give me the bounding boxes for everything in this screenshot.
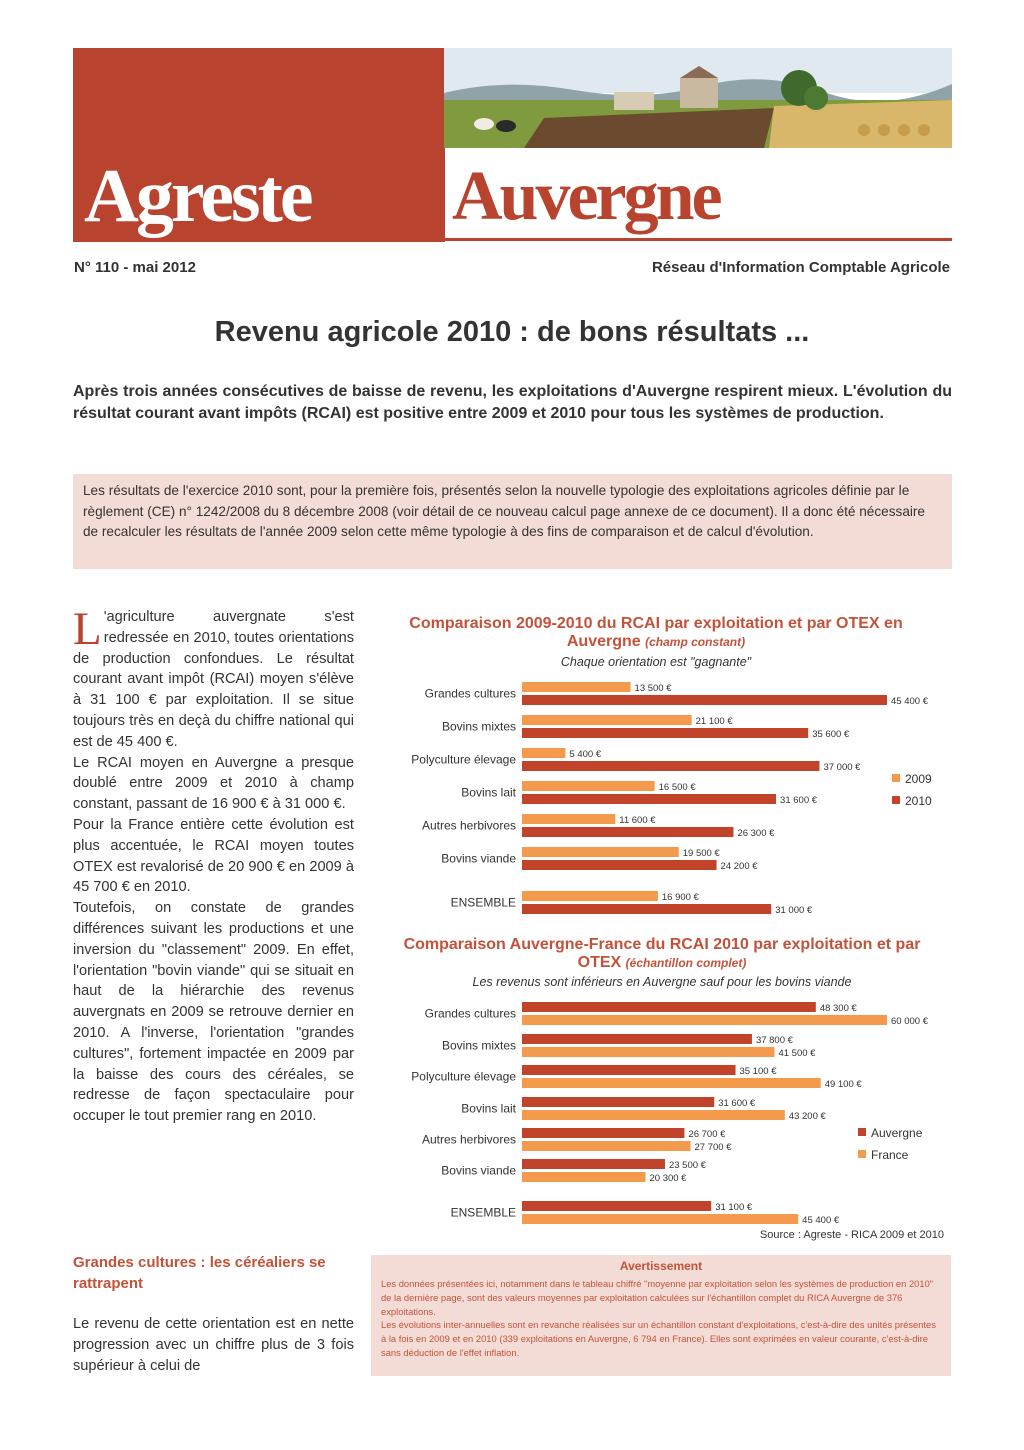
bar-france [522, 1015, 887, 1025]
logo-agreste: Agreste [84, 154, 311, 238]
bar-auvergne [522, 1128, 684, 1138]
bar-2009 [522, 891, 658, 901]
legend-label: Auvergne [871, 1126, 923, 1140]
category-label: Bovins mixtes [441, 719, 516, 734]
body-column [73, 603, 354, 1127]
legend-swatch [858, 1150, 866, 1158]
data-label: 20 300 € [649, 1173, 687, 1184]
data-label: 16 900 € [661, 892, 699, 903]
data-label: 45 400 € [891, 696, 928, 707]
category-label: Bovins mixtes [441, 1038, 516, 1053]
category-label: Grandes cultures [424, 686, 516, 701]
data-label: 31 000 € [775, 905, 813, 916]
legend-swatch [892, 774, 900, 782]
data-label: 37 800 € [755, 1035, 793, 1046]
data-label: 49 100 € [824, 1079, 862, 1090]
data-label: 13 500 € [634, 683, 672, 694]
bar-2009 [522, 715, 692, 725]
category-label: Autres herbivores [421, 1132, 516, 1147]
data-label: 35 100 € [739, 1066, 777, 1077]
data-label: 5 400 € [569, 749, 602, 760]
data-label: 45 400 € [802, 1215, 840, 1224]
bar-2010 [522, 904, 771, 914]
warning-paragraph-1: Les données présentées ici, notamment dans le tableau chiffré "moyenne par exploitation selon les systèmes de production en 2010" de la dernière page, sont des valeurs moyennes par exploitation calculées sur l'échantillon complet du RICA Auvergne de 376 exploitations. [381, 1278, 934, 1317]
bar-auvergne [522, 1002, 816, 1012]
data-label: 26 700 € [688, 1129, 726, 1140]
logo-auvergne: Auvergne [452, 158, 720, 235]
chart-source: Source : Agreste - RICA 2009 et 2010 [759, 1229, 944, 1241]
bar-2009 [522, 847, 679, 857]
bar-auvergne [522, 1201, 711, 1211]
category-label: Polyculture élevage [411, 752, 516, 767]
issue-number: N° 110 - mai 2012 [74, 259, 196, 276]
data-label: 35 600 € [812, 729, 850, 740]
bar-france [522, 1110, 785, 1120]
chart2-title: Comparaison Auvergne-France du RCAI 2010 par exploitation et par OTEX (échantillon complet) [403, 936, 921, 971]
legend-swatch [892, 796, 900, 804]
body-paragraph-5: Le revenu de cette orientation est en nette progression avec un chiffre plus de 3 fois supérieur à celui de [73, 1316, 354, 1374]
body-paragraph-4: Toutefois, on constate de grandes différences suivant les productions et une inversion du "classement" 2009. En effet, l'orientation "bovin viande" qui se situait en haut de la hiérarchie des revenus auvergnats en 2009 se retrouve dernier en 2010. A l'inverse, l'orientation "grandes cultures", fortement impactée en 2009 par la baisse des cours des céréales, se redresse de façon spectaculaire pour occuper le tout premier rang en 2010. [73, 900, 354, 1125]
category-label: Grandes cultures [424, 1006, 516, 1021]
bar-2010 [522, 794, 776, 804]
bar-2010 [522, 761, 819, 771]
data-label: 26 300 € [737, 828, 775, 839]
chart1-svg [380, 672, 960, 922]
data-label: 27 700 € [694, 1142, 732, 1153]
bar-france [522, 1141, 691, 1151]
bar-france [522, 1047, 774, 1057]
category-label: Bovins lait [461, 785, 516, 800]
data-label: 41 500 € [778, 1048, 816, 1059]
bar-2010 [522, 827, 733, 837]
body-paragraph-3: Pour la France entière cette évolution est plus accentuée, le RCAI moyen toutes OTEX est revalorisé de 20 900 € en 2009 à 45 700 € en 2010. [73, 816, 354, 896]
bar-auvergne [522, 1034, 752, 1044]
chart1-subtitle: Chaque orientation est "gagnante" [560, 655, 752, 669]
warning-body [381, 1277, 941, 1360]
data-label: 11 600 € [619, 815, 656, 826]
chart2-svg [380, 994, 960, 1224]
data-label: 48 300 € [819, 1003, 857, 1014]
data-label: 31 600 € [780, 795, 818, 806]
legend-label: 2010 [905, 794, 932, 808]
legend-swatch [858, 1128, 866, 1136]
category-label: Autres herbivores [421, 818, 516, 833]
bar-2010 [522, 695, 887, 705]
legend-label: 2009 [905, 772, 932, 786]
data-label: 31 100 € [715, 1202, 753, 1213]
page-title: Revenu agricole 2010 : de bons résultats ... [214, 316, 810, 348]
category-label: ENSEMBLE [450, 1205, 516, 1220]
bar-2009 [522, 814, 615, 824]
category-label: Polyculture élevage [411, 1069, 516, 1084]
bar-2009 [522, 781, 655, 791]
body-paragraph-2: Le RCAI moyen en Auvergne a presque doublé entre 2009 et 2010 à champ constant, passant de 16 900 € à 31 000 €. [73, 754, 354, 813]
category-label: Bovins lait [461, 1101, 516, 1116]
data-label: 24 200 € [720, 861, 758, 872]
warning-title: Avertissement [619, 1259, 703, 1273]
lead-paragraph: Après trois années consécutives de baisse de revenu, les exploitations d'Auvergne respirent mieux. L'évolution du résultat courant avant impôts (RCAI) est positive entre 2009 et 2010 pour tous les systèmes de production. [73, 383, 952, 422]
data-label: 21 100 € [695, 716, 733, 727]
data-label: 23 500 € [668, 1160, 706, 1171]
data-label: 37 000 € [823, 762, 861, 773]
legend-label: France [871, 1148, 909, 1162]
bar-auvergne [522, 1159, 665, 1169]
bar-2010 [522, 728, 808, 738]
warning-box [371, 1255, 951, 1376]
bar-2009 [522, 682, 631, 692]
bar-france [522, 1078, 821, 1088]
category-label: Bovins viande [441, 851, 516, 866]
dropcap: L [73, 603, 102, 655]
bar-auvergne [522, 1097, 714, 1107]
methodology-note: Les résultats de l'exercice 2010 sont, pour la première fois, présentés selon la nouvelle typologie des exploitations agricoles définie par le règlement (CE) n° 1242/2008 du 8 décembre 2008 (voir détail de ce nouveau calcul page annexe de ce document). Il a donc été nécessaire de recalculer les résultats de l'année 2009 selon cette même typologie à des fins de comparaison et de calcul d'évolution. [73, 474, 952, 569]
category-label: ENSEMBLE [450, 895, 516, 910]
bar-2010 [522, 860, 717, 870]
bar-auvergne [522, 1065, 736, 1075]
warning-paragraph-2: Les évolutions inter-annuelles sont en revanche réalisées sur un échantillon constant d'exploitations, c'est-à-dire des unités présentes à la fois en 2009 et en 2010 (339 exploitations en Auvergne, 6 794 en France). Elles sont exprimées en valeur courante, c'est-à-dire sans déduction de l'effet inflation. [381, 1319, 936, 1358]
bar-france [522, 1214, 798, 1224]
data-label: 31 600 € [718, 1098, 756, 1109]
data-label: 60 000 € [891, 1016, 928, 1027]
bar-france [522, 1172, 645, 1182]
header-rule [73, 238, 952, 241]
data-label: 19 500 € [682, 848, 720, 859]
chart2-subtitle: Les revenus sont inférieurs en Auvergne sauf pour les bovins viande [472, 975, 852, 989]
data-label: 16 500 € [658, 782, 696, 793]
category-label: Bovins viande [441, 1163, 516, 1178]
data-label: 43 200 € [788, 1111, 826, 1122]
section-subheading: Grandes cultures : les céréaliers se rattrapent [73, 1254, 326, 1292]
network-name: Réseau d'Information Comptable Agricole [651, 259, 950, 276]
chart1-title: Comparaison 2009-2010 du RCAI par exploitation et par OTEX en Auvergne (champ constant) [409, 615, 903, 650]
body-paragraph-1: L 'agriculture auvergnate s'est redressée en 2010, toutes orientations de production confondues. Le résultat courant avant impôt (RCAI) moyen s'élève à 31 100 € par exploitation. Il se situe toujours très en deçà du chiffre national qui est de 45 400 €. [73, 603, 354, 750]
bar-2009 [522, 748, 565, 758]
header-landscape-photo [444, 48, 952, 148]
